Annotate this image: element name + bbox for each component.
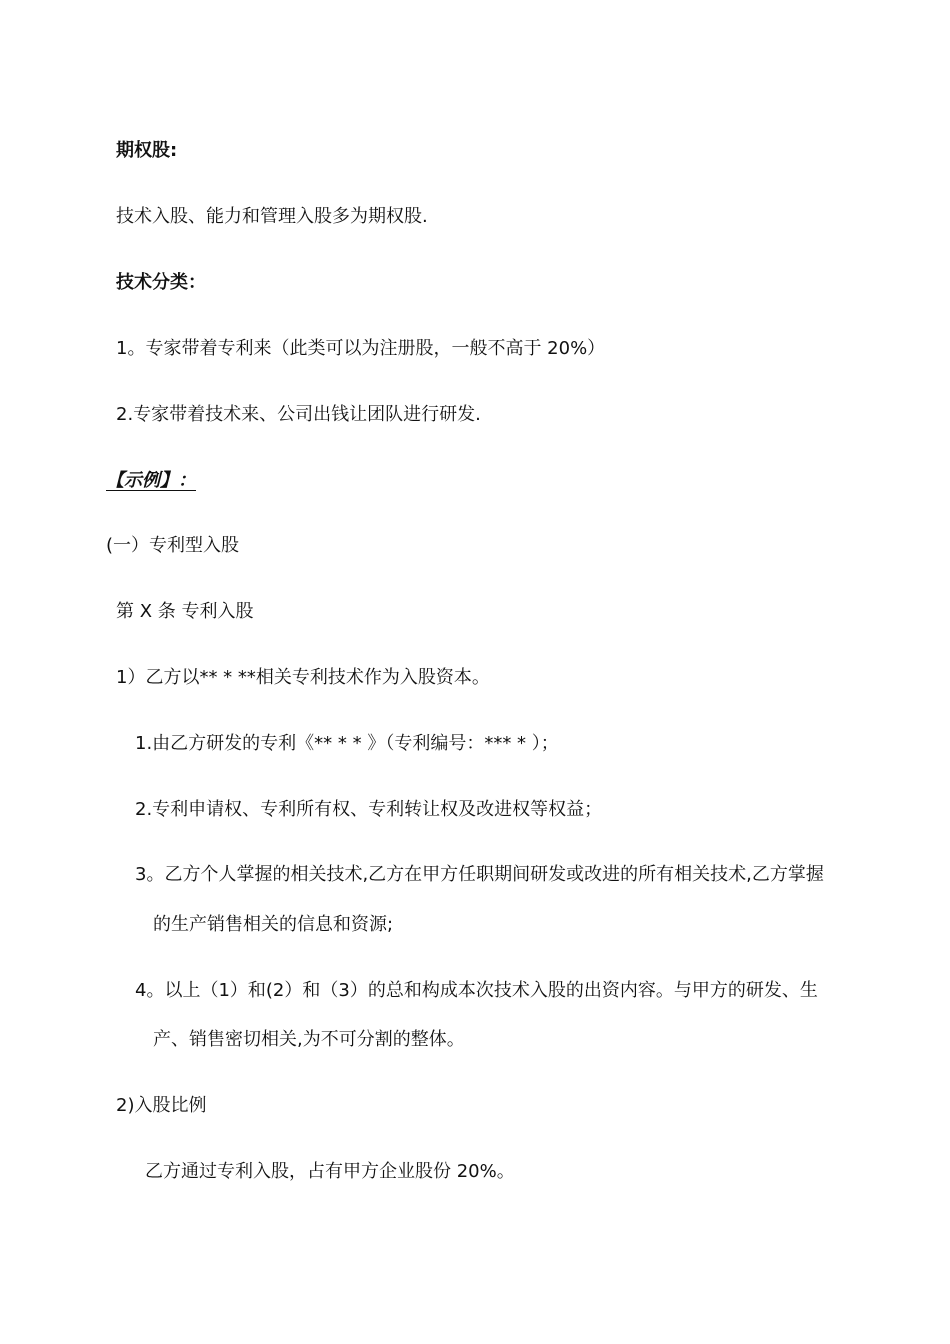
example-label: 【示例】： [106, 470, 196, 491]
clause-1-item-3: 3。乙方个人掌握的相关技术,乙方在甲方任职期间研发或改进的所有相关技术,乙方掌握 [135, 864, 824, 885]
clause-1-item-4-cont: 产、销售密切相关,为不可分割的整体。 [153, 1029, 465, 1050]
clause-1-item-1: 1.由乙方研发的专利《** * * 》（专利编号：*** * ）； [135, 733, 559, 754]
heading-tech-classification: 技术分类： [116, 272, 206, 293]
tech-item-2: 2.专家带着技术来、公司出钱让团队进行研发. [116, 404, 481, 425]
tech-item-1: 1。专家带着专利来（此类可以为注册股，一般不高于 20%） [116, 338, 606, 359]
clause-1-item-4: 4。以上（1）和(2）和（3）的总和构成本次技术入股的出资内容。与甲方的研发、生 [135, 980, 818, 1001]
clause-2: 2)入股比例 [116, 1095, 207, 1116]
heading-option-shares: 期权股: [116, 140, 178, 161]
clause-1: 1）乙方以** * **相关专利技术作为入股资本。 [116, 667, 490, 688]
article-heading: 第 X 条 专利入股 [116, 601, 254, 622]
clause-2-text: 乙方通过专利入股，占有甲方企业股份 20%。 [145, 1161, 515, 1182]
paragraph-option-shares: 技术入股、能力和管理入股多为期权股. [116, 206, 428, 227]
clause-1-item-2: 2.专利申请权、专利所有权、专利转让权及改进权等权益； [135, 799, 603, 820]
clause-1-item-3-cont: 的生产销售相关的信息和资源; [153, 914, 394, 935]
section-patent-investment: (一）专利型入股 [106, 535, 240, 556]
